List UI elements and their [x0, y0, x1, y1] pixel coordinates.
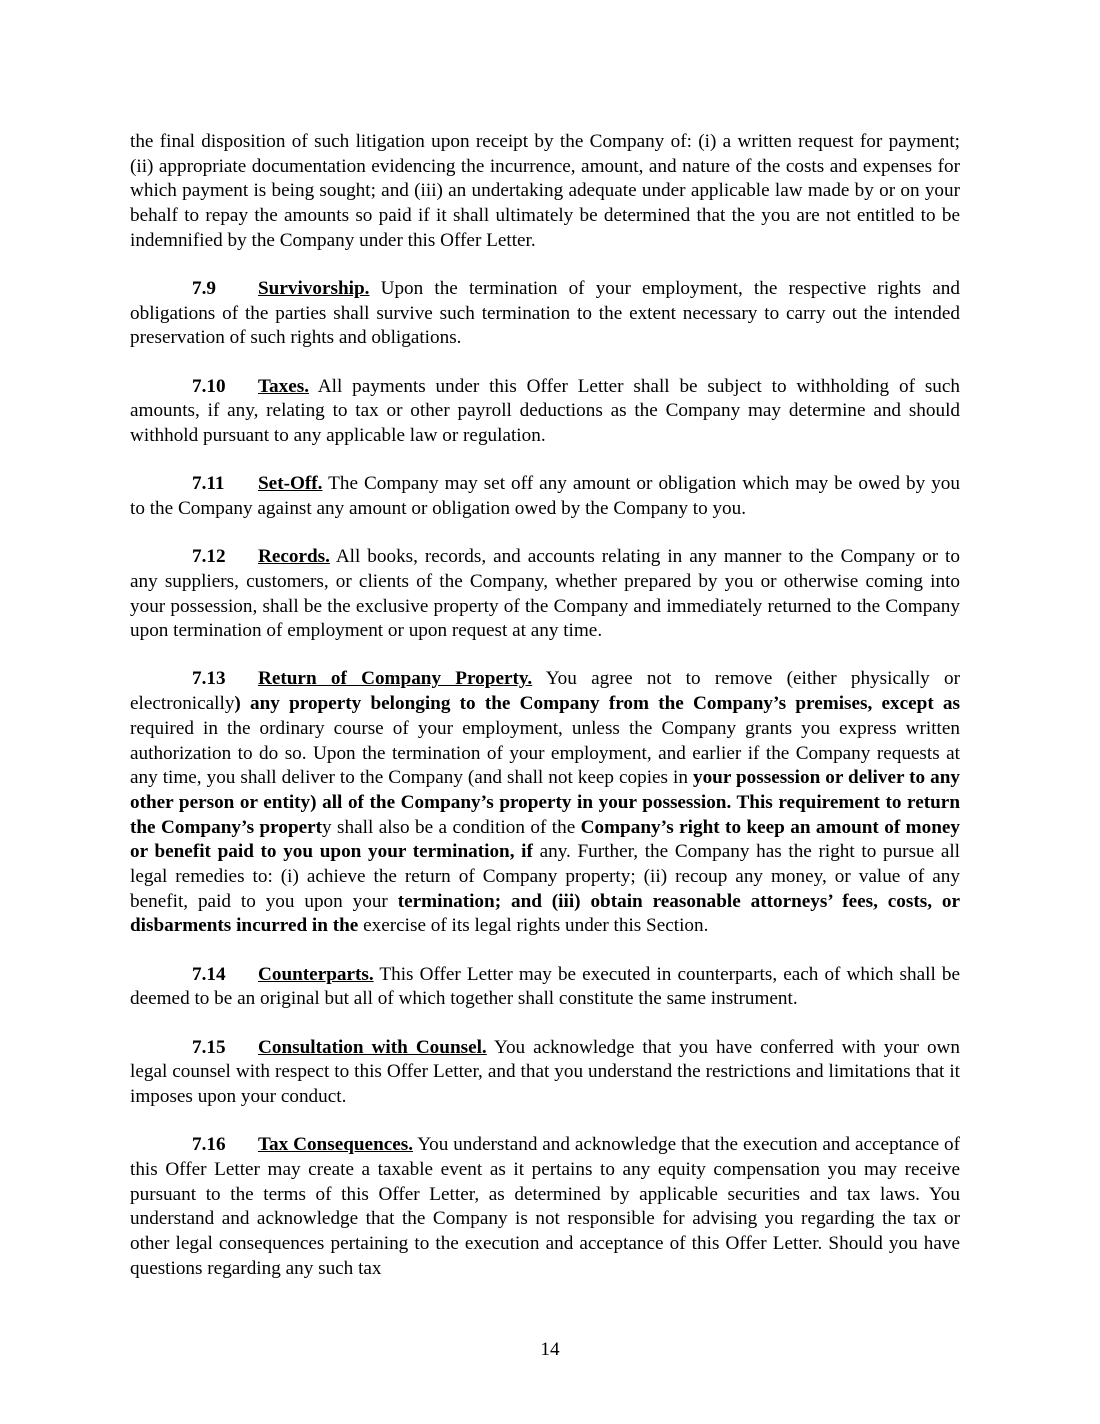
section-heading: Consultation with Counsel.: [258, 1036, 487, 1058]
section-7-11: [130, 472, 960, 521]
section-text-part: ) any property belonging to the Company from the Company’s premises, except as: [234, 693, 960, 715]
section-number: 7.12: [192, 546, 226, 568]
section-7-16: [130, 1133, 960, 1281]
section-number: 7.15: [192, 1036, 226, 1058]
page-number: 14: [540, 1339, 560, 1360]
section-7-14: [130, 963, 960, 1012]
section-7-12: [130, 545, 960, 644]
section-text-part: You agree not to remove (either physically or electronically: [130, 668, 960, 715]
section-text: All payments under this Offer Letter shall be subject to withholding of such amounts, if any, relating to tax or other payroll deductions as the Company may determine and should withhold pursuant to any applicable law or regulation.: [130, 375, 960, 447]
intro-paragraph: the final disposition of such litigation upon receipt by the Company of: (i) a written request for payment; (ii) appropriate documentation evidencing the incurrence, amount, and nature of the costs and expenses for which payment is being sought; and (iii) an undertaking adequate under applicable law made by or on your behalf to repay the amounts so paid if it shall ultimately be determined that the you are not entitled to be indemnified by the Company under this Offer Letter.: [130, 131, 960, 251]
section-number: 7.14: [192, 963, 226, 985]
section-text: The Company may set off any amount or obligation which may be owed by you to the Company against any amount or obligation owed by the Company to you.: [130, 473, 960, 519]
section-7-13: [130, 667, 960, 939]
section-7-15: [130, 1036, 960, 1110]
section-text: All books, records, and accounts relating in any manner to the Company or to any suppliers, customers, or clients of the Company, whether prepared by you or otherwise coming into your possession, shall be the exclusive property of the Company and immediately returned to the Company upon termination of employment or upon request at any time.: [130, 546, 960, 642]
section-7-9: [130, 277, 960, 351]
section-heading: Set-Off.: [258, 473, 323, 495]
section-number: 7.9: [192, 278, 216, 300]
section-text-part: y shall also be a condition of the: [322, 816, 581, 838]
section-text: You understand and acknowledge that the execution and acceptance of this Offer Letter may create a taxable event as it pertains to any equity compensation you may receive pursuant to the terms of this Offer Letter, as determined by applicable securities and tax laws. You understand and acknowledge that the Company is not responsible for advising you regarding the tax or other legal consequences pertaining to the execution and acceptance of this Offer Letter. Should you have questions regarding any such tax: [130, 1134, 960, 1279]
section-number: 7.16: [192, 1134, 226, 1156]
section-heading: Counterparts.: [258, 963, 374, 985]
section-text-part: any. Further, the Company has the right to pursue all legal remedies to: (i) achieve the return of Company property; (ii) recoup any money, or value of any benefit, paid to you upon your: [130, 841, 960, 912]
section-text-part: required in the ordinary course of your employment, unless the Company grants you express written authorization to do so. Upon the termination of your employment, and earlier if the Company requests at any time, you shall deliver to the Company (and shall not keep copies in: [130, 717, 960, 789]
section-text-part: termination; and (iii) obtain reasonable attorneys’ fees, costs, or disbarments incurred in the: [130, 890, 961, 937]
section-number: 7.13: [192, 668, 226, 690]
section-text-part: your possession or deliver to any other person or entity) all of the Company’s property in your possession. This requirement to return the Company’s propert: [130, 767, 961, 838]
section-text: This Offer Letter may be executed in counterparts, each of which shall be deemed to be an original but all of which together shall constitute the same instrument.: [130, 963, 960, 1010]
section-heading: Tax Consequences.: [258, 1134, 414, 1156]
section-7-10: [130, 375, 960, 449]
section-text: You acknowledge that you have conferred with your own legal counsel with respect to this Offer Letter, and that you understand the restrictions and limitations that it imposes upon your conduct.: [130, 1036, 961, 1107]
section-heading: Return of Company Property.: [258, 668, 533, 690]
section-text-part: Company’s right to keep an amount of money or benefit paid to you upon your termination, if: [130, 816, 960, 863]
document-body: [130, 130, 960, 1305]
section-heading: Taxes.: [258, 375, 310, 397]
section-text-part: exercise of its legal rights under this Section.: [358, 915, 709, 937]
section-number: 7.11: [192, 473, 225, 495]
section-text: Upon the termination of your employment, the respective rights and obligations of the parties shall survive such termination to the extent necessary to carry out the intended preservation of such rights and obligations.: [130, 278, 960, 349]
section-heading: Survivorship.: [258, 278, 370, 300]
section-number: 7.10: [192, 375, 226, 397]
section-heading: Records.: [258, 546, 330, 568]
